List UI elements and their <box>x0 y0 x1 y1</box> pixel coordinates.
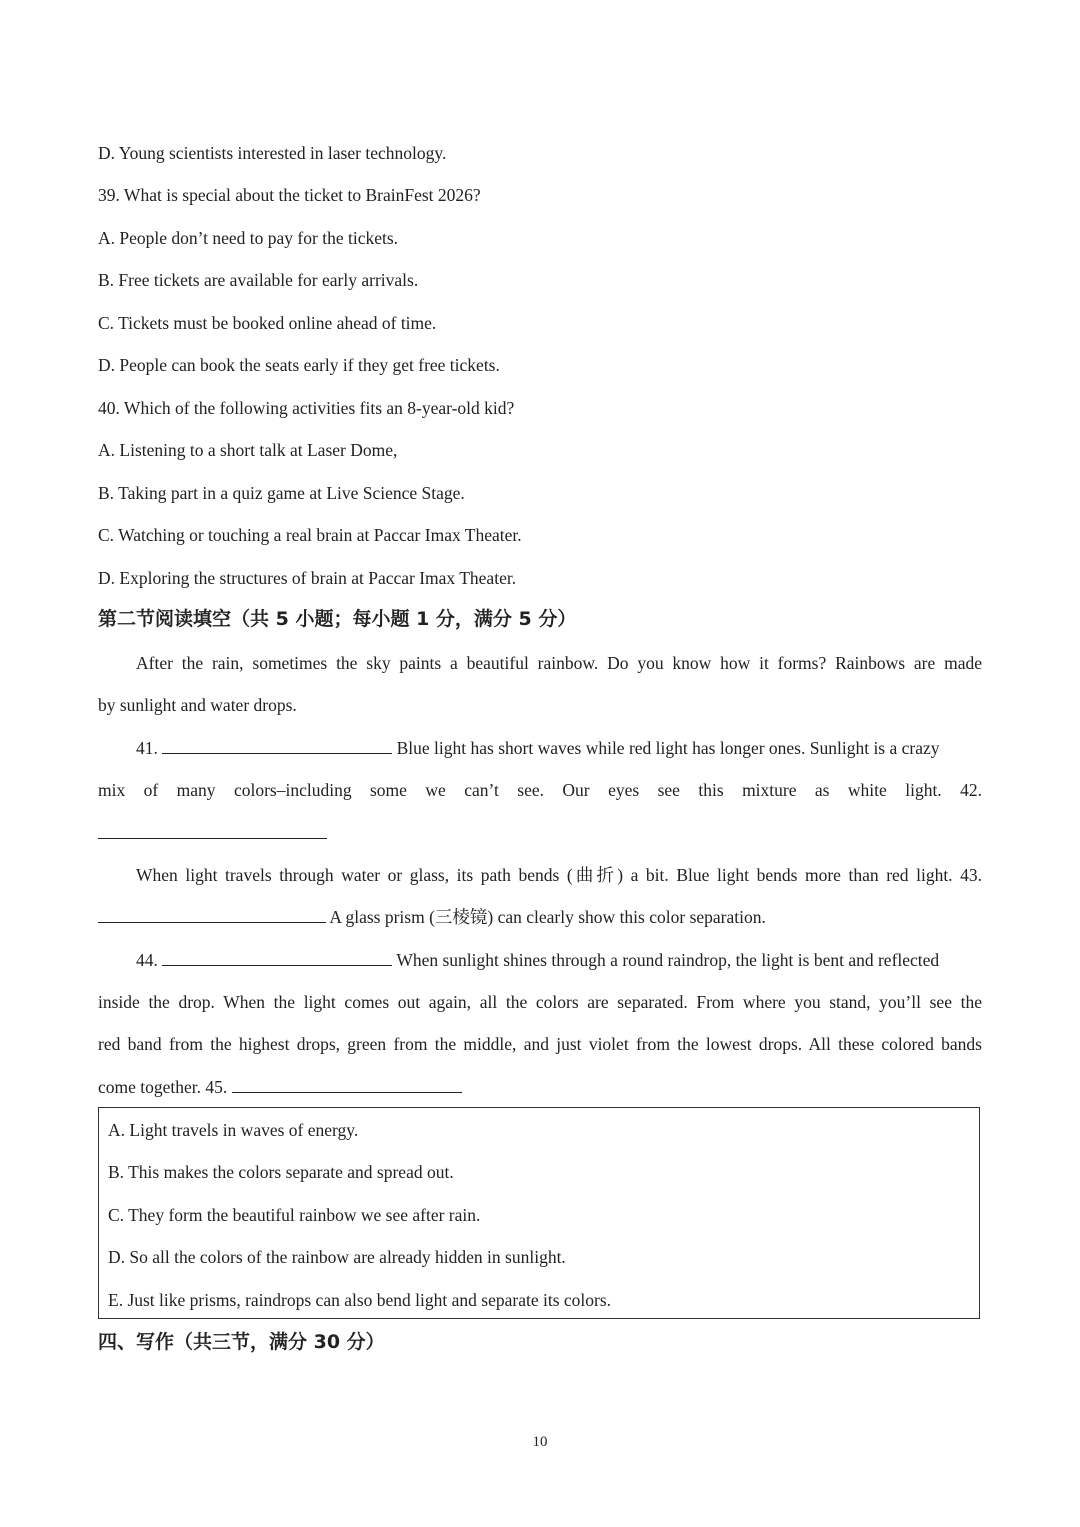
section2-heading: 第二节阅读填空（共 5 小题；每小题 1 分，满分 5 分） <box>98 608 577 630</box>
blank-43[interactable] <box>98 906 326 923</box>
blank-42[interactable] <box>98 822 327 839</box>
box-option-c: C. They form the beautiful rainbow we see after rain. <box>108 1205 481 1225</box>
box-option-b: B. This makes the colors separate and spread out. <box>108 1162 454 1182</box>
q38-option-d: D. Young scientists interested in laser technology. <box>98 143 447 163</box>
blank-44-number: 44. <box>136 950 158 970</box>
passage-p3-line2-text: A glass prism (三棱镜) can clearly show this color separation. <box>329 907 766 927</box>
passage-p3-line1: When light travels through water or glass, its path bends (曲折) a bit. Blue light bends more than red light. 43. <box>136 865 982 885</box>
blank-44[interactable] <box>162 949 392 966</box>
q39-option-c: C. Tickets must be booked online ahead of time. <box>98 313 437 333</box>
box-option-d: D. So all the colors of the rainbow are already hidden in sunlight. <box>108 1247 566 1267</box>
q40-stem: 40. Which of the following activities fits an 8-year-old kid? <box>98 398 515 418</box>
blank-41[interactable] <box>162 737 392 754</box>
q39-option-d: D. People can book the seats early if they get free tickets. <box>98 355 500 375</box>
passage-p1-line1: After the rain, sometimes the sky paints a beautiful rainbow. Do you know how it forms? Rainbows are made <box>136 653 982 673</box>
blank-45[interactable] <box>232 1076 462 1093</box>
passage-p3-line2 <box>98 906 766 928</box>
q39-stem: 39. What is special about the ticket to BrainFest 2026? <box>98 185 481 205</box>
passage-p2-line1-text: Blue light has short waves while red light has longer ones. Sunlight is a crazy <box>396 738 940 758</box>
passage-p4-line3: red band from the highest drops, green from the middle, and just violet from the lowest drops. All these colored bands <box>98 1034 982 1054</box>
passage-p2-line1 <box>136 737 940 759</box>
q40-option-b: B. Taking part in a quiz game at Live Science Stage. <box>98 483 465 503</box>
blank-41-number: 41. <box>136 738 158 758</box>
q40-option-d: D. Exploring the structures of brain at Paccar Imax Theater. <box>98 568 517 588</box>
q39-option-a: A. People don’t need to pay for the tickets. <box>98 228 399 248</box>
q40-option-a: A. Listening to a short talk at Laser Dome, <box>98 440 398 460</box>
q40-option-c: C. Watching or touching a real brain at Paccar Imax Theater. <box>98 525 522 545</box>
passage-p4-line1 <box>136 949 939 971</box>
passage-p4-line4-text: come together. 45. <box>98 1077 228 1097</box>
box-option-a: A. Light travels in waves of energy. <box>108 1120 359 1140</box>
blank-42-line <box>98 822 327 844</box>
q39-option-b: B. Free tickets are available for early arrivals. <box>98 270 419 290</box>
page-number: 10 <box>532 1434 548 1450</box>
answer-options-box <box>98 1107 980 1319</box>
passage-p4-line1-text: When sunlight shines through a round raindrop, the light is bent and reflected <box>396 950 940 970</box>
section4-heading: 四、写作（共三节，满分 30 分） <box>98 1331 385 1353</box>
passage-p2-line2: mix of many colors–including some we can’t see. Our eyes see this mixture as white light. 42. <box>98 780 982 800</box>
passage-p4-line4 <box>98 1076 462 1098</box>
box-option-e: E. Just like prisms, raindrops can also bend light and separate its colors. <box>108 1290 612 1310</box>
passage-p1-line2: by sunlight and water drops. <box>98 695 297 715</box>
passage-p4-line2: inside the drop. When the light comes out again, all the colors are separated. From where you stand, you’ll see the <box>98 992 982 1012</box>
